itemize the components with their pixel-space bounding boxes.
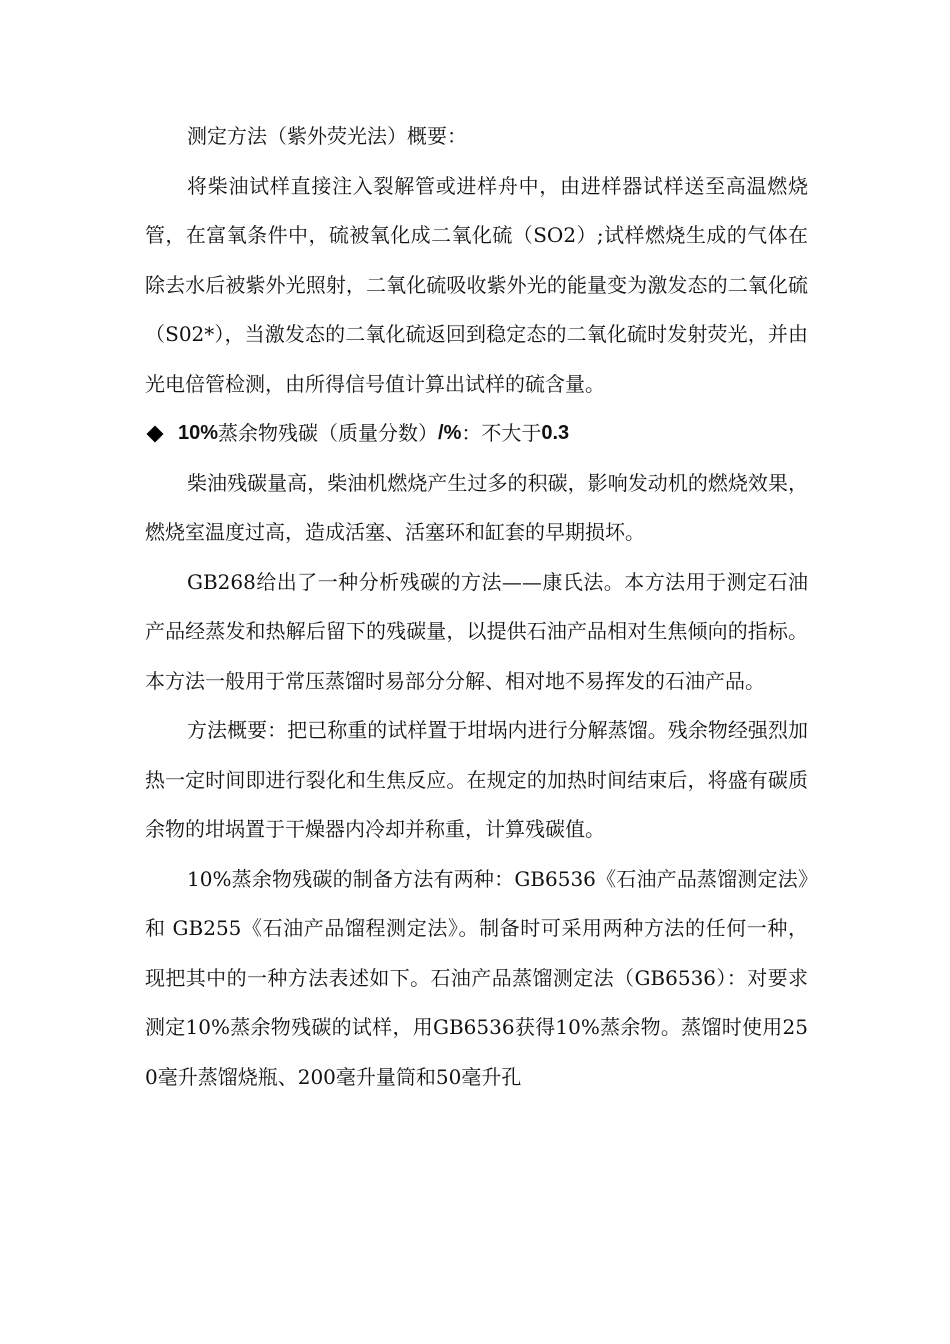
uv-fluorescence-description: 将柴油试样直接注入裂解管或进样舟中，由进样器试样送至高温燃烧管，在富氧条件中，硫被氧化成二氧化硫（SO2）;试样燃烧生成的气体在除去水后被紫外光照射，二氧化硫吸收紫外光的能量变为激发态的二氧化硫（S02*），当激发态的二氧化硫返回到稳定态的二氧化硫时发射荧光，并由光电倍管检测，由所得信号值计算出试样的硫含量。 bbox=[145, 173, 808, 396]
carbon-residue-spec-item bbox=[145, 409, 808, 459]
spec-limit-value: 0.3 bbox=[541, 422, 570, 444]
spec-unit: /% bbox=[438, 422, 462, 444]
carbon-residue-effect-paragraph: 柴油残碳量高，柴油机燃烧产生过多的积碳，影响发动机的燃烧效果，燃烧室温度过高，造成活塞、活塞环和缸套的早期损坏。 bbox=[145, 470, 808, 544]
spec-limit-text: ：不大于 bbox=[461, 421, 542, 445]
method-overview-paragraph: 方法概要：把已称重的试样置于坩埚内进行分解蒸馏。残余物经强烈加热一定时间即进行裂化和生焦反应。在规定的加热时间结束后，将盛有碳质余物的坩埚置于干燥器内冷却并称重，计算残碳值。 bbox=[145, 718, 808, 841]
spec-percent: 10% bbox=[178, 422, 219, 444]
method-summary-heading: 测定方法（紫外荧光法）概要： bbox=[187, 124, 467, 148]
gb268-method-paragraph: GB268给出了一种分析残碳的方法——康氏法。本方法用于测定石油产品经蒸发和热解后留下的残碳量，以提供石油产品相对生焦倾向的指标。本方法一般用于常压蒸馏时易部分分解、相对地不易挥发的石油产品。 bbox=[145, 569, 808, 693]
preparation-method-paragraph: 10%蒸余物残碳的制备方法有两种：GB6536《石油产品蒸馏测定法》和 GB255《石油产品馏程测定法》。制备时可采用两种方法的任何一种，现把其中的一种方法表述如下。石油产品蒸馏测定法（GB6536）：对要求测定10%蒸余物残碳的试样，用GB6536获得10%蒸余物。蒸馏时使用250毫升蒸馏烧瓶、200毫升量筒和50毫升孔 bbox=[145, 866, 808, 1089]
diamond-bullet-icon bbox=[147, 426, 163, 442]
spec-name: 蒸余物残碳（质量分数） bbox=[218, 421, 439, 445]
document-body bbox=[145, 112, 808, 1102]
